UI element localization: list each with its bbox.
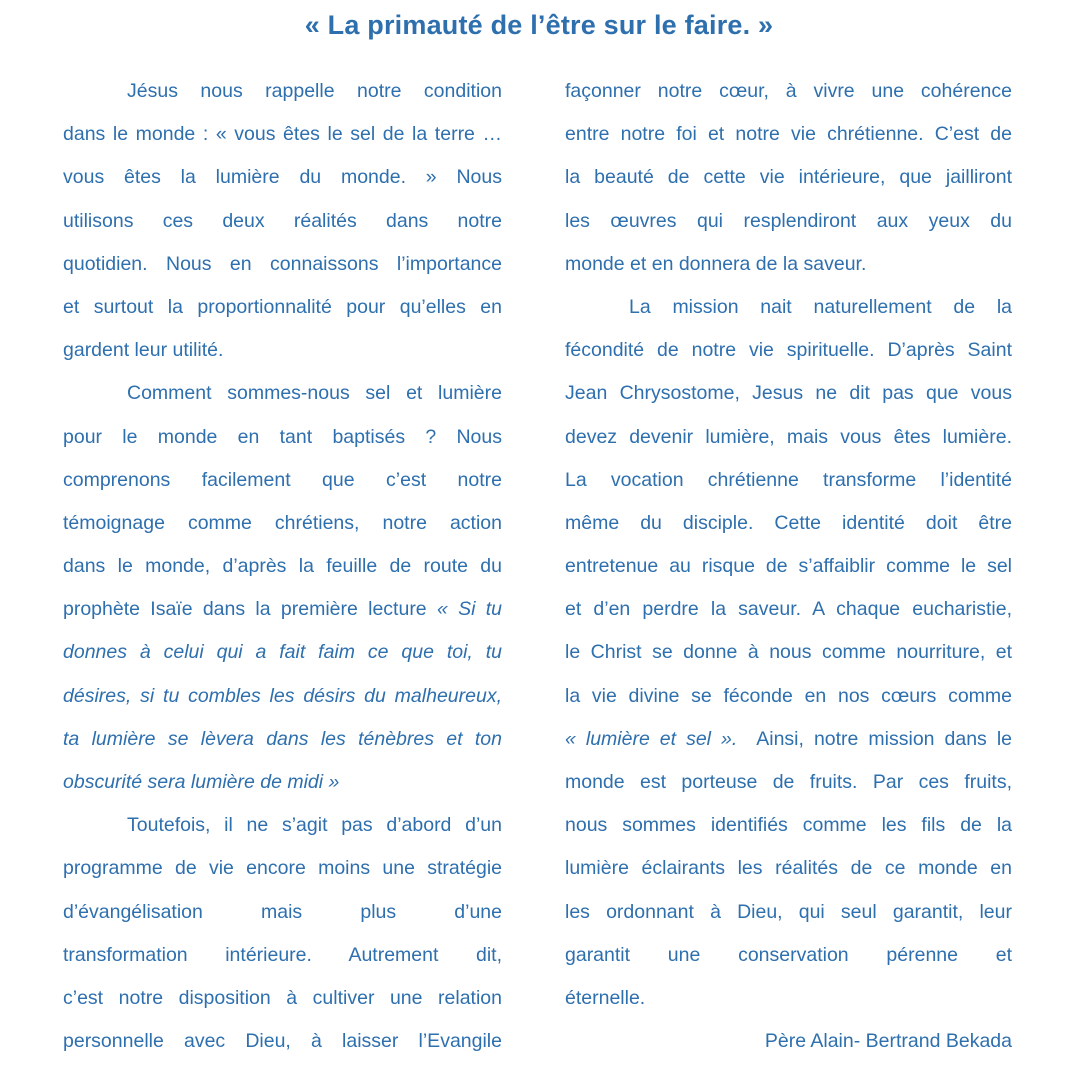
signature: Père Alain- Bertrand Bekada [764, 1030, 1012, 1053]
text-line: entre notre foi et notre vie chrétienne. C’est de [565, 123, 1012, 146]
text-line: dans le monde : « vous êtes le sel de la terre … [63, 123, 502, 146]
text-line: la vie divine se féconde en nos cœurs comme [565, 684, 1012, 707]
text-line: nous sommes identifiés comme les fils de la [565, 814, 1012, 837]
right-column [565, 70, 1012, 1063]
text-line: Jean Chrysostome, Jesus ne dit pas que vous [565, 382, 1012, 405]
text-line: lumière éclairants les réalités de ce monde en [565, 857, 1012, 880]
text-line: comprenons facilement que c’est notre [63, 468, 502, 491]
left-column [63, 70, 502, 1063]
page-title: « La primauté de l’être sur le faire. » [304, 10, 774, 40]
text-line [565, 718, 1012, 761]
text-line: la beauté de cette vie intérieure, que jailliront [565, 166, 1012, 189]
quote-line: donnes à celui qui a fait faim ce que toi, tu [63, 641, 502, 664]
text-line: garantit une conservation pérenne et [565, 943, 1012, 966]
quote-fragment: « Si tu [436, 598, 502, 621]
text-line: pour le monde en tant baptisés ? Nous [63, 425, 502, 448]
quote-line: désires, si tu combles les désirs du malheureux, [63, 684, 502, 707]
text-line: monde est porteuse de fruits. Par ces fruits, [565, 771, 1012, 793]
text-line [63, 588, 502, 631]
text-line: c’est notre disposition à cultiver une relation [63, 986, 502, 1009]
text-line: transformation intérieure. Autrement dit, [63, 943, 502, 966]
text-line: La mission nait naturellement de la [629, 295, 1012, 318]
text-fragment: Ainsi, notre mission dans le [737, 727, 1012, 750]
text-line: les ordonnant à Dieu, qui seul garantit, leur [565, 900, 1012, 923]
text-line: Jésus nous rappelle notre condition [127, 80, 502, 102]
text-line: et surtout la proportionnalité pour qu’elles en [63, 295, 502, 318]
text-line: La vocation chrétienne transforme l’identité [565, 468, 1012, 491]
text-line: fécondité de notre vie spirituelle. D’après Saint [565, 339, 1012, 362]
text-line: Comment sommes-nous sel et lumière [127, 382, 502, 405]
text-line: les œuvres qui resplendiront aux yeux du [565, 209, 1012, 232]
text-line: Toutefois, il ne s’agit pas d’abord d’un [127, 814, 502, 837]
text-line: devez devenir lumière, mais vous êtes lumière. [565, 425, 1012, 448]
quote-line: obscurité sera lumière de midi » [63, 771, 340, 793]
text-line: utilisons ces deux réalités dans notre [63, 209, 502, 232]
text-line: d’évangélisation mais plus d’une [63, 900, 502, 923]
text-line: entretenue au risque de s’affaiblir comme le sel [565, 555, 1012, 578]
quote-fragment: « lumière et sel ». [565, 727, 738, 750]
text-line: dans le monde, d’après la feuille de route du [63, 555, 502, 578]
text-line: vous êtes la lumière du monde. » Nous [63, 166, 502, 189]
text-line: et d’en perdre la saveur. A chaque eucharistie, [565, 598, 1012, 621]
text-line: le Christ se donne à nous comme nourriture, et [565, 641, 1012, 664]
text-line: gardent leur utilité. [63, 339, 224, 362]
text-line: témoignage comme chrétiens, notre action [63, 511, 502, 534]
text-line: façonner notre cœur, à vivre une cohérence [565, 80, 1012, 102]
text-line: quotidien. Nous en connaissons l’importance [63, 252, 502, 275]
text-line: éternelle. [565, 986, 646, 1009]
text-line: même du disciple. Cette identité doit être [565, 511, 1012, 534]
text-fragment: prophète Isaïe dans la première lecture [63, 598, 437, 621]
text-line: personnelle avec Dieu, à laisser l’Evangile [63, 1030, 502, 1053]
text-line: programme de vie encore moins une stratégie [63, 857, 502, 880]
text-line: monde et en donnera de la saveur. [565, 252, 867, 275]
quote-line: ta lumière se lèvera dans les ténèbres et ton [63, 727, 502, 750]
